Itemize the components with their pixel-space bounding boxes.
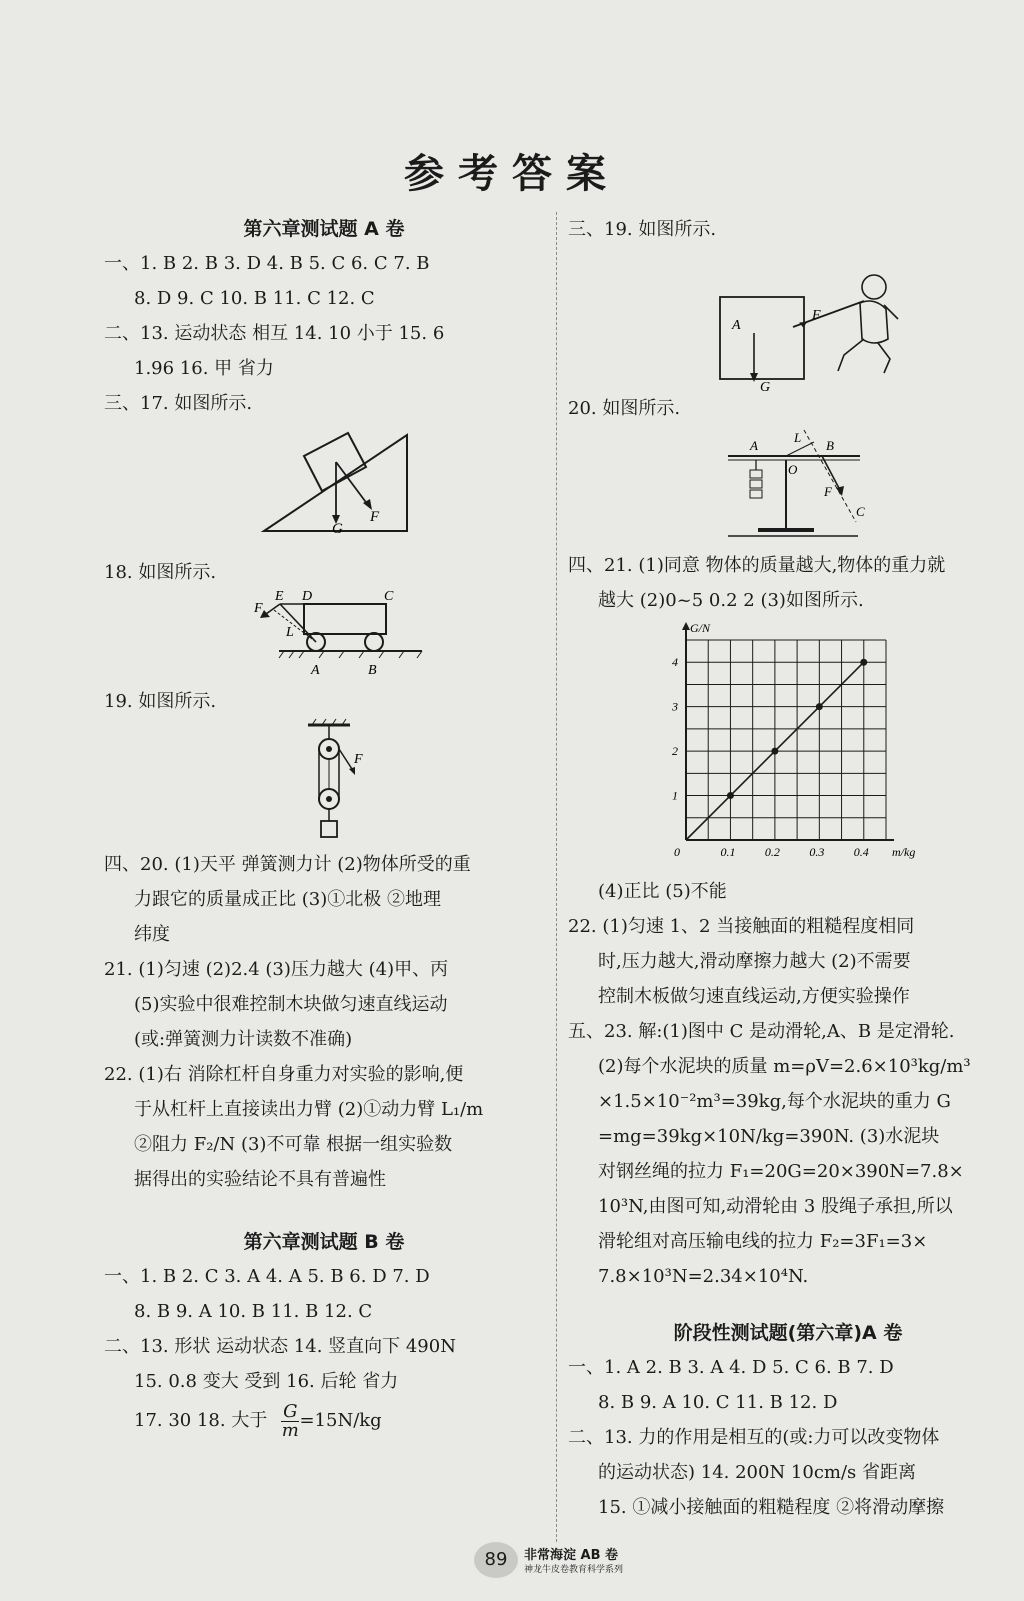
data-point — [816, 703, 823, 710]
label-b: B — [368, 663, 377, 678]
answer-line: 三、17. 如图所示. — [104, 393, 253, 414]
left-column — [104, 212, 544, 1443]
label-c: C — [856, 504, 865, 519]
label-l: L — [794, 430, 802, 445]
label-b: B — [826, 438, 834, 453]
y-axis-label: G/N — [690, 621, 711, 635]
answer-line: 21. (1)匀速 (2)2.4 (3)压力越大 (4)甲、丙 — [104, 959, 449, 980]
answer-line: 纬度 — [134, 924, 170, 945]
cart-lever-diagram — [104, 590, 544, 680]
answer-line: 于从杠杆上直接读出力臂 (2)①动力臂 L₁/m — [134, 1099, 484, 1120]
answer-line: 四、20. (1)天平 弹簧测力计 (2)物体所受的重 — [104, 854, 471, 875]
page-number: 89 — [474, 1542, 518, 1578]
data-point — [860, 659, 867, 666]
answer-line: 15. ①减小接触面的粗糙程度 ②将滑动摩擦 — [598, 1497, 945, 1518]
answer-line: ②阻力 F₂/N (3)不可靠 根据一组实验数 — [134, 1134, 453, 1155]
answer-line: 10³N,由图可知,动滑轮由 3 股绳子承担,所以 — [598, 1196, 953, 1217]
answer-line: (或:弹簧测力计读数不准确) — [134, 1029, 353, 1050]
section-heading-a: 第六章测试题 A 卷 — [243, 218, 405, 240]
answer-line: 8. D 9. C 10. B 11. C 12. C — [134, 288, 375, 309]
label-g: G — [760, 380, 771, 395]
x-axis-label: m/kg — [892, 845, 916, 859]
g-m-chart — [568, 618, 1008, 870]
label-f: F — [824, 484, 832, 499]
label-a: A — [311, 663, 320, 678]
answer-line: 8. B 9. A 10. C 11. B 12. D — [598, 1392, 838, 1413]
answer-line: 时,压力越大,滑动摩擦力越大 (2)不需要 — [598, 951, 911, 972]
x-tick-label: 0.1 — [720, 845, 736, 859]
x-tick-label: 0.3 — [809, 845, 825, 859]
answer-line: 7.8×10³N=2.34×10⁴N. — [598, 1266, 809, 1287]
right-column — [568, 212, 1008, 1525]
series-title: 非常海淀 AB 卷 — [524, 1548, 619, 1563]
fraction: $\frac{G}{m}$ — [281, 1400, 299, 1441]
answer-line: 20. 如图所示. — [568, 398, 681, 419]
lever-diagram — [568, 426, 1008, 544]
answer-line: 的运动状态) 14. 200N 10cm/s 省距离 — [598, 1462, 916, 1483]
label-e: E — [275, 589, 284, 604]
section-heading-b: 第六章测试题 B 卷 — [243, 1231, 405, 1253]
answer-line-fraction: 17. 30 18. 大于 $\frac{G}{m}$ =15N/kg — [134, 1400, 382, 1441]
answer-line: 19. 如图所示. — [104, 691, 217, 712]
answer-line: 1.96 16. 甲 省力 — [134, 358, 274, 379]
answer-line: 一、1. A 2. B 3. A 4. D 5. C 6. B 7. D — [568, 1357, 894, 1378]
answer-line: 五、23. 解:(1)图中 C 是动滑轮,A、B 是定滑轮. — [568, 1021, 955, 1042]
answer-line: 对钢丝绳的拉力 F₁=20G=20×390N=7.8× — [598, 1161, 964, 1182]
answer-line: ×1.5×10⁻²m³=39kg,每个水泥块的重力 G — [598, 1091, 951, 1112]
y-tick-label: 1 — [672, 788, 678, 803]
answer-line: 二、13. 力的作用是相互的(或:力可以改变物体 — [568, 1427, 940, 1448]
answer-line: (4)正比 (5)不能 — [598, 881, 727, 902]
label-d: D — [302, 589, 313, 604]
label-o: O — [788, 462, 798, 477]
answer-line: 15. 0.8 变大 受到 16. 后轮 省力 — [134, 1371, 399, 1392]
answer-line: 滑轮组对高压输电线的拉力 F₂=3F₁=3× — [598, 1231, 928, 1252]
label-g: G — [332, 521, 343, 537]
answer-line: 控制木板做匀速直线运动,方便实验操作 — [598, 986, 910, 1007]
answer-line: 8. B 9. A 10. B 11. B 12. C — [134, 1301, 373, 1322]
origin-label: 0 — [674, 845, 680, 859]
answer-line: 二、13. 形状 运动状态 14. 竖直向下 490N — [104, 1336, 456, 1357]
data-point — [727, 792, 734, 799]
label-f: F — [812, 308, 821, 323]
answer-line: =mg=39kg×10N/kg=390N. (3)水泥块 — [598, 1126, 940, 1147]
answer-line: 一、1. B 2. C 3. A 4. A 5. B 6. D 7. D — [104, 1266, 430, 1287]
answer-line: 力跟它的质量成正比 (3)①北极 ②地理 — [134, 889, 441, 910]
column-divider — [556, 212, 557, 1542]
answer-line: 22. (1)右 消除杠杆自身重力对实验的影响,便 — [104, 1064, 464, 1085]
incline-force-diagram — [104, 421, 544, 551]
pulling-box-diagram — [568, 247, 1008, 395]
label-f: F — [254, 601, 263, 616]
answer-line: 一、1. B 2. B 3. D 4. B 5. C 6. C 7. B — [104, 253, 430, 274]
label-c: C — [384, 589, 394, 604]
y-tick-label: 3 — [672, 699, 678, 714]
y-tick-label: 4 — [672, 655, 678, 670]
label-l: L — [286, 625, 294, 640]
answer-line: 22. (1)匀速 1、2 当接触面的粗糙程度相同 — [568, 916, 915, 937]
answer-line: (2)每个水泥块的质量 m=ρV=2.6×10³kg/m³ — [598, 1056, 971, 1077]
answer-line: (5)实验中很难控制木块做匀速直线运动 — [134, 994, 448, 1015]
answer-line: 二、13. 运动状态 相互 14. 10 小于 15. 6 — [104, 323, 445, 344]
answer-line: 据得出的实验结论不具有普遍性 — [134, 1169, 386, 1190]
data-point — [771, 748, 778, 755]
x-tick-label: 0.4 — [853, 845, 869, 859]
answer-line: 四、21. (1)同意 物体的质量越大,物体的重力就 — [568, 555, 946, 576]
x-tick-label: 0.2 — [764, 845, 780, 859]
pulley-diagram — [104, 719, 544, 843]
label-a: A — [732, 318, 741, 333]
section-heading-c: 阶段性测试题(第六章)A 卷 — [673, 1322, 903, 1344]
label-f: F — [370, 509, 380, 525]
label-f: F — [354, 752, 363, 767]
y-axis-arrow — [682, 622, 690, 630]
answer-line: 越大 (2)0~5 0.2 2 (3)如图所示. — [598, 590, 864, 611]
label-a: A — [750, 438, 758, 453]
series-subtitle: 神龙牛皮卷教育科学系列 — [524, 1565, 624, 1575]
answer-line: 三、19. 如图所示. — [568, 219, 717, 240]
answer-line: 18. 如图所示. — [104, 562, 217, 583]
y-tick-label: 2 — [672, 744, 678, 759]
page-title: 参考答案 — [404, 150, 620, 197]
